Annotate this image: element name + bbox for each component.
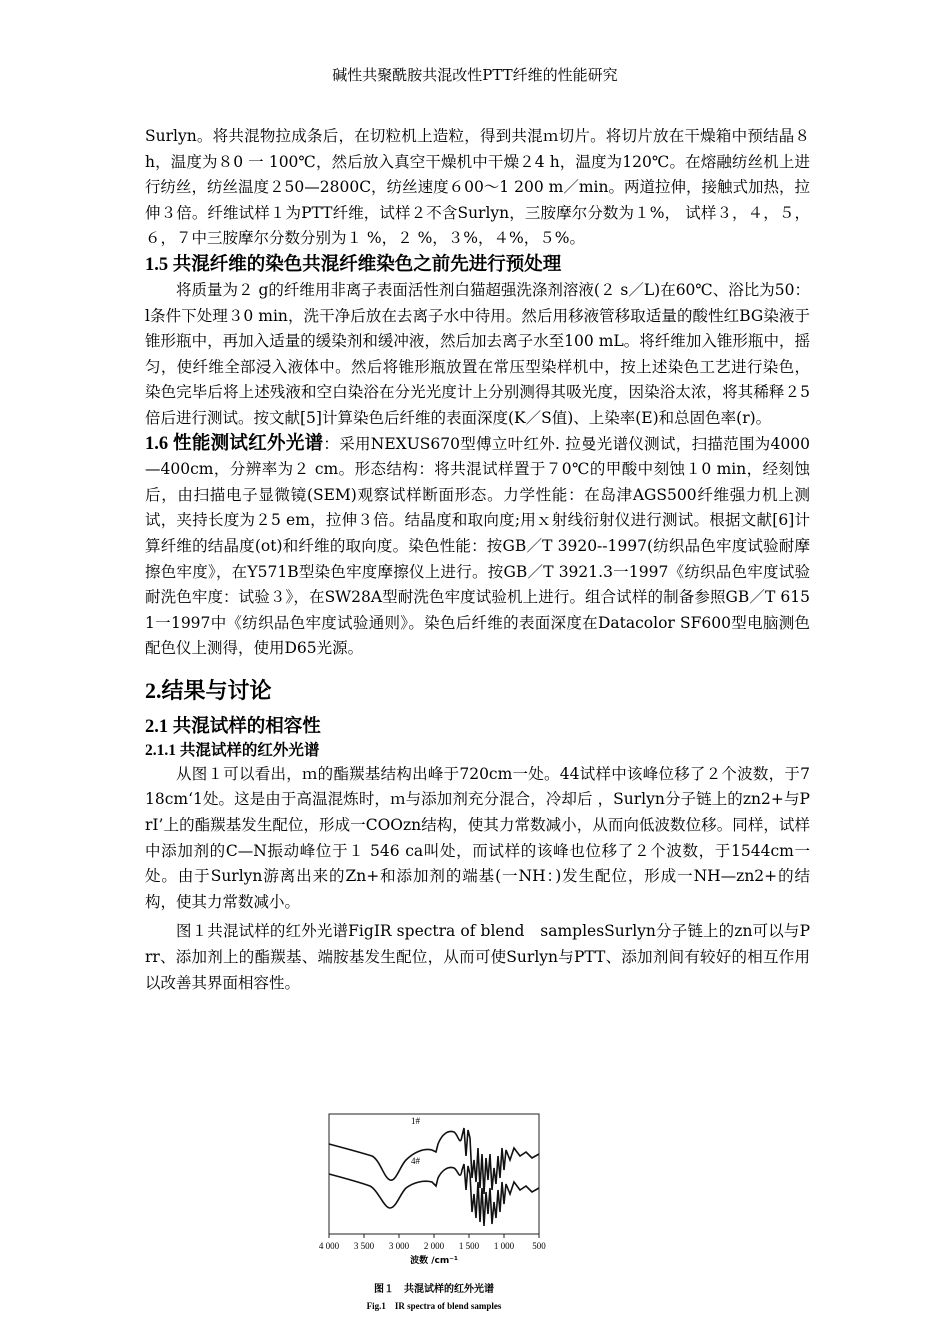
figure-caption-en: Fig.1 IR spectra of blend samples — [366, 1301, 502, 1311]
x-tick-label: 1 500 — [458, 1241, 480, 1251]
x-tick-label: 500 — [532, 1241, 546, 1251]
paragraph-ir-caption-text: 图１共混试样的红外光谱FigIR spectra of blend samplesSurlyn分子链上的zn可以与Prr、添加剂上的酯羰基、端胺基发生配位，从而可使Surlyn与PTT、添加剂间有较好的相互作用以改善其界面相容性。 — [145, 922, 810, 992]
ir-spectrum-chart — [314, 1108, 554, 1318]
x-tick-label: 3 500 — [353, 1241, 375, 1251]
paragraph-testing-text: ：采用NEXUS670型傅立叶红外. 拉曼光谱仪测试，扫描范围为4000—400cm，分辨率为２ cm。形态结构：将共混试样置于７0℃的甲酸中刻蚀１0 min，经刻蚀后，由扫描电子显微镜(SEM)观察试样断面形态。力学性能：在岛津AGS500纤维强力机上测试，夹持长度为２5 em，拉伸３倍。结晶度和取向度;用ｘ射线衍射仪进行测试。根据文献[6]计算纤维的结晶度(ot)和纤维的取向度。染色性能：按GB／T 3920--1997(纺织品色牢度试验耐摩擦色牢度》，在Y571B型染色牢度摩擦仪上进行。按GB／T 3921.3一1997《纺织品色牢度试验耐洗色牢度：试验３》，在SW28A型耐洗色牢度试验机上进行。组合试样的制备参照GB／T 6151一1997中《纺织品色牢度试验通则》。染色后纤维的表面深度在Datacolor SF600型电脑测色配色仪上测得，使用D65光源。 — [145, 434, 810, 658]
paragraph-dyeing: 将质量为２ g的纤维用非离子表面活性剂白猫超强洗涤剂溶液(２ s／L)在60℃、浴比为50：l条件下处理３0 min，洗干净后放在去离子水中待用。然后用移液管移取适量的酸性红BG染液于锥形瓶中，再加入适量的缓染剂和缓冲液，然后加去离子水至100 mL。将纤维加入锥形瓶中，摇匀，使纤维全部浸入液体中。然后将锥形瓶放置在常压型染样机中，按上述染色工艺进行染色，染色完毕后将上述残液和空白染浴在分光光度计上分别测得其吸光度，因染浴太浓，将其稀释２5倍后进行测试。按文献[5]计算染色后纤维的表面深度(K／S值)、上染率(E)和总固色率(r)。 — [145, 280, 810, 427]
paragraph-ir-analysis: 从图１可以看出，ｍ的酯羰基结构出峰于720cm一处。44试样中该峰位移了２个波数，于718cm‘1处。这是由于高温混炼时，ｍ与添加剂充分混合，冷却后 ，Surlyn分子链上的zn2+与PrI’上的酯羰基发生配位，形成一COOzn结构，使其力常数减小，从而向低波数位移。同样，试样中添加剂的C—N振动峰位于１ 546 ca叫处，而试样的该峰也位移了２个波数，于1544cm一处。由于Surlyn游离出来的Zn+和添加剂的端基(一NH：)发生配位，形成一NH—zn2+的结构，使其力常数减小。 — [145, 764, 810, 911]
figure-caption-cn: 图１ 共混试样的红外光谱 — [374, 1284, 494, 1295]
paragraph-testing — [145, 432, 810, 662]
page-header: 碱性共聚酰胺共混改性PTT纤维的性能研究 — [332, 66, 618, 84]
ir-spectrum-figure — [314, 1108, 554, 1318]
section-heading-2: 2.结果与讨论 — [145, 677, 272, 703]
section-heading-1-5: 1.5 共混纤维的染色共混纤维染色之前先进行预处理 — [145, 254, 562, 275]
plot-frame — [329, 1114, 539, 1234]
x-tick-label: 1 000 — [493, 1241, 515, 1251]
curve-label-1: 1# — [411, 1116, 420, 1126]
document-body — [145, 124, 810, 996]
section-heading-2-1-1: 2.1.1 共混试样的红外光谱 — [145, 741, 320, 759]
section-heading-1-6: 1.6 性能测试红外光谱 — [145, 433, 324, 454]
spectrum-curve-4 — [329, 1164, 539, 1226]
x-tick-label: 3 000 — [388, 1241, 410, 1251]
x-tick-label: 2 000 — [423, 1241, 445, 1251]
x-axis-ticks — [329, 1234, 539, 1238]
paragraph-intro: Surlyn。将共混物拉成条后，在切粒机上造粒，得到共混ｍ切片。将切片放在干燥箱中预结晶８ h，温度为８0 一 100℃，然后放入真空干燥机中干燥２4 h，温度为120℃。在熔融纺丝机上进行纺丝，纺丝温度２50—2800C，纺丝速度６00～1 200 m／min。两道拉伸，接触式加热，拉伸３倍。纤维试样１为PTT纤维，试样２不含Surlyn，三胺摩尔分数为１%， 试样３，４，５，６，７中三胺摩尔分数分别为１ %，２ %，３%，４%，５%。 — [145, 127, 810, 248]
section-heading-2-1: 2.1 共混试样的相容性 — [145, 716, 321, 737]
x-axis-label: 波数 /cm⁻¹ — [410, 1256, 458, 1266]
curve-label-4: 4# — [411, 1156, 420, 1166]
x-tick-label: 4 000 — [318, 1241, 340, 1251]
